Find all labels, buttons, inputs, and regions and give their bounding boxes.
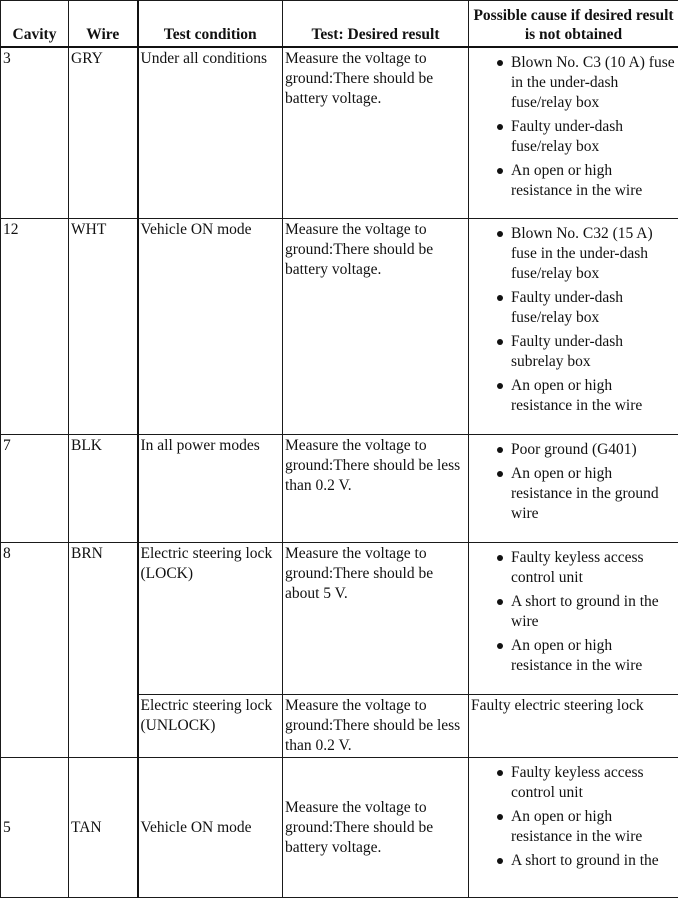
cause-item: Faulty under-dash subrelay box	[511, 332, 676, 372]
cavity-cell: 3	[1, 47, 69, 219]
condition-cell: Under all conditions	[138, 47, 283, 219]
cause-list	[471, 220, 676, 426]
cause-item: An open or high resistance in the wire	[511, 376, 676, 416]
header-desired-result: Test: Desired result	[283, 1, 469, 47]
result-cell: Measure the voltage to ground:There should be about 5 V.	[283, 543, 469, 695]
cause-item: An open or high resistance in the wire	[511, 161, 676, 201]
cause-item: An open or high resistance in the wire	[511, 636, 676, 676]
cavity-cell: 7	[1, 435, 69, 543]
cause-item: Poor ground (G401)	[511, 440, 676, 460]
cause-cell	[469, 47, 678, 219]
cause-list	[471, 544, 676, 686]
cavity-cell: 12	[1, 219, 69, 435]
cause-item: Faulty under-dash fuse/relay box	[511, 288, 676, 328]
condition-cell: Electric steering lock (UNLOCK)	[138, 695, 283, 758]
condition-cell: Vehicle ON mode	[138, 758, 283, 898]
result-cell: Measure the voltage to ground:There should be battery voltage.	[283, 219, 469, 435]
cavity-cell: 5	[1, 758, 69, 898]
cause-list	[471, 49, 676, 211]
cause-item: A short to ground in the wire	[511, 592, 676, 632]
table-row	[1, 219, 678, 435]
result-cell: Measure the voltage to ground:There should be battery voltage.	[283, 47, 469, 219]
wire-cell: WHT	[69, 219, 138, 435]
cavity-cell: 8	[1, 543, 69, 758]
cause-item: Faulty keyless access control unit	[511, 548, 676, 588]
wire-cell: GRY	[69, 47, 138, 219]
cause-item: An open or high resistance in the ground wire	[511, 464, 676, 524]
cause-cell	[469, 435, 678, 543]
cause-item: Blown No. C32 (15 A) fuse in the under-dash fuse/relay box	[511, 224, 676, 284]
cause-item: An open or high resistance in the wire	[511, 807, 676, 847]
condition-cell: In all power modes	[138, 435, 283, 543]
table-row	[1, 543, 678, 695]
cause-cell	[469, 543, 678, 695]
table-row	[1, 47, 678, 219]
wire-cell: BRN	[69, 543, 138, 758]
condition-cell: Electric steering lock (LOCK)	[138, 543, 283, 695]
wire-cell: BLK	[69, 435, 138, 543]
table-row	[1, 758, 678, 898]
header-row	[1, 1, 678, 47]
header-possible-cause: Possible cause if desired result is not obtained	[469, 1, 678, 47]
header-wire: Wire	[69, 1, 138, 47]
header-test-condition: Test condition	[138, 1, 283, 47]
cause-item: Faulty keyless access control unit	[511, 763, 676, 803]
cause-list	[471, 436, 676, 534]
result-cell: Measure the voltage to ground:There should be less than 0.2 V.	[283, 695, 469, 758]
cause-cell	[469, 758, 678, 898]
cause-item: Blown No. C3 (10 A) fuse in the under-dash fuse/relay box	[511, 53, 676, 113]
cause-cell	[469, 219, 678, 435]
cause-item: A short to ground in the	[511, 851, 676, 871]
table-row	[1, 435, 678, 543]
result-cell: Measure the voltage to ground:There should be less than 0.2 V.	[283, 435, 469, 543]
cause-list	[471, 759, 676, 881]
cause-item: Faulty under-dash fuse/relay box	[511, 117, 676, 157]
cause-cell: Faulty electric steering lock	[469, 695, 678, 758]
condition-cell: Vehicle ON mode	[138, 219, 283, 435]
result-cell: Measure the voltage to ground:There should be battery voltage.	[283, 758, 469, 898]
header-cavity: Cavity	[1, 1, 69, 47]
wire-cell: TAN	[69, 758, 138, 898]
